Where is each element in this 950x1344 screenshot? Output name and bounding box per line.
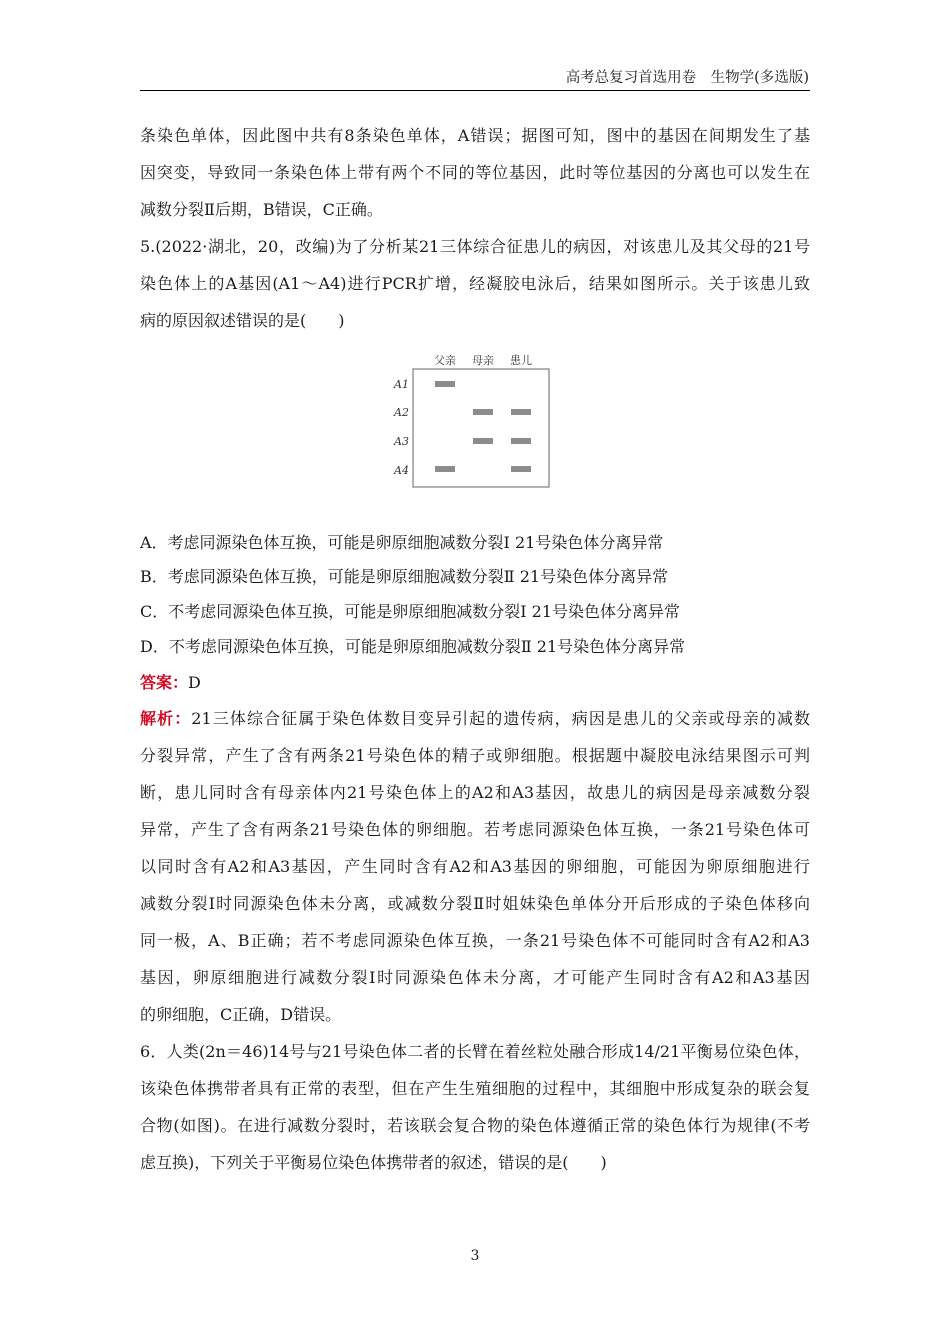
analysis-text: 21三体综合征属于染色体数目变异引起的遗传病，病因是患儿的父亲或母亲的减数: [191, 709, 810, 728]
question-stem-line: 病的原因叙述错误的是( ): [140, 311, 345, 330]
answer-line: [140, 673, 810, 693]
gel-column-label-father: 父亲: [434, 354, 456, 367]
analysis-label: 解析：: [140, 709, 192, 728]
gel-band-mother-a2: [473, 409, 493, 415]
analysis-line: 基因，卵原细胞进行减数分裂Ⅰ时同源染色体未分离，才可能产生同时含有A2和A3基因: [140, 968, 810, 987]
answer-label: 答案：: [140, 673, 189, 692]
question-stem-line: 该染色体携带者具有正常的表型，但在产生生殖细胞的过程中，其细胞中形成复杂的联会复: [140, 1079, 810, 1098]
gel-column-label-mother: 母亲: [472, 354, 494, 367]
gel-bands: [435, 381, 531, 472]
gel-row-label-a1: A1: [394, 378, 409, 391]
gel-band-child-a3: [511, 438, 531, 444]
text-line: 条染色单体，因此图中共有8条染色单体，A错误；据图可知，图中的基因在间期发生了基: [140, 126, 810, 145]
analysis-line: 的卵细胞，C正确，D错误。: [140, 1005, 342, 1024]
gel-band-mother-a3: [473, 438, 493, 444]
analysis-line: 断，患儿同时含有母亲体内21号染色体上的A2和A3基因，故患儿的病因是母亲减数分裂: [140, 783, 810, 802]
analysis-line: 减数分裂Ⅰ时同源染色体未分离，或减数分裂Ⅱ时姐妹染色单体分开后形成的子染色体移向: [140, 894, 810, 913]
analysis-line: 以同时含有A2和A3基因，产生同时含有A2和A3基因的卵细胞，可能因为卵原细胞进行: [140, 857, 810, 876]
gel-svg: [380, 345, 560, 495]
analysis-line: [140, 709, 810, 729]
text-line: 因突变，导致同一条染色体上带有两个不同的等位基因，此时等位基因的分离也可以发生在: [140, 163, 810, 182]
gel-band-father-a1: [435, 381, 455, 387]
gel-band-father-a4: [435, 466, 455, 472]
page-number: 3: [470, 1248, 480, 1264]
question-stem-line: 6．人类(2n＝46)14号与21号染色体二者的长臂在着丝粒处融合形成14/21平衡易位染色体，: [140, 1042, 810, 1061]
analysis-line: 异常，产生了含有两条21号染色体的卵细胞。若考虑同源染色体互换，一条21号染色体可: [140, 820, 810, 839]
gel-column-label-child: 患儿: [510, 354, 532, 367]
gel-row-label-a4: A4: [394, 464, 409, 477]
gel-band-child-a4: [511, 466, 531, 472]
analysis-line: 同一极，A、B正确；若不考虑同源染色体互换，一条21号染色体不可能同时含有A2和A3: [140, 931, 810, 950]
option-b: B．考虑同源染色体互换，可能是卵原细胞减数分裂Ⅱ 21号染色体分离异常: [140, 567, 669, 586]
header-rule: [140, 90, 810, 91]
analysis-line: 分裂异常，产生了含有两条21号染色体的精子或卵细胞。根据题中凝胶电泳结果图示可判: [140, 746, 810, 765]
gel-electrophoresis-figure: [380, 345, 560, 495]
gel-row-label-a3: A3: [394, 435, 409, 448]
text-line: 减数分裂Ⅱ后期，B错误，C正确。: [140, 200, 383, 219]
option-a: A．考虑同源染色体互换，可能是卵原细胞减数分裂Ⅰ 21号染色体分离异常: [140, 533, 664, 552]
gel-row-label-a2: A2: [394, 406, 409, 419]
question-stem-line: 染色体上的A基因(A1～A4)进行PCR扩增，经凝胶电泳后，结果如图所示。关于该患儿致: [140, 274, 810, 293]
option-c: C．不考虑同源染色体互换，可能是卵原细胞减数分裂Ⅰ 21号染色体分离异常: [140, 602, 681, 621]
option-d: D．不考虑同源染色体互换，可能是卵原细胞减数分裂Ⅱ 21号染色体分离异常: [140, 637, 686, 656]
question-stem-line: 虑互换)，下列关于平衡易位染色体携带者的叙述，错误的是( ): [140, 1153, 607, 1172]
gel-band-child-a2: [511, 409, 531, 415]
question-stem-line: 合物(如图)。在进行减数分裂时，若该联会复合物的染色体遵循正常的染色体行为规律(不考: [140, 1116, 810, 1135]
header-title: 高考总复习首选用卷 生物学(多选版): [565, 70, 809, 86]
question-stem-line: 5.(2022·湖北，20，改编)为了分析某21三体综合征患儿的病因，对该患儿及其父母的21号: [140, 237, 810, 256]
answer-value: D: [188, 673, 201, 692]
